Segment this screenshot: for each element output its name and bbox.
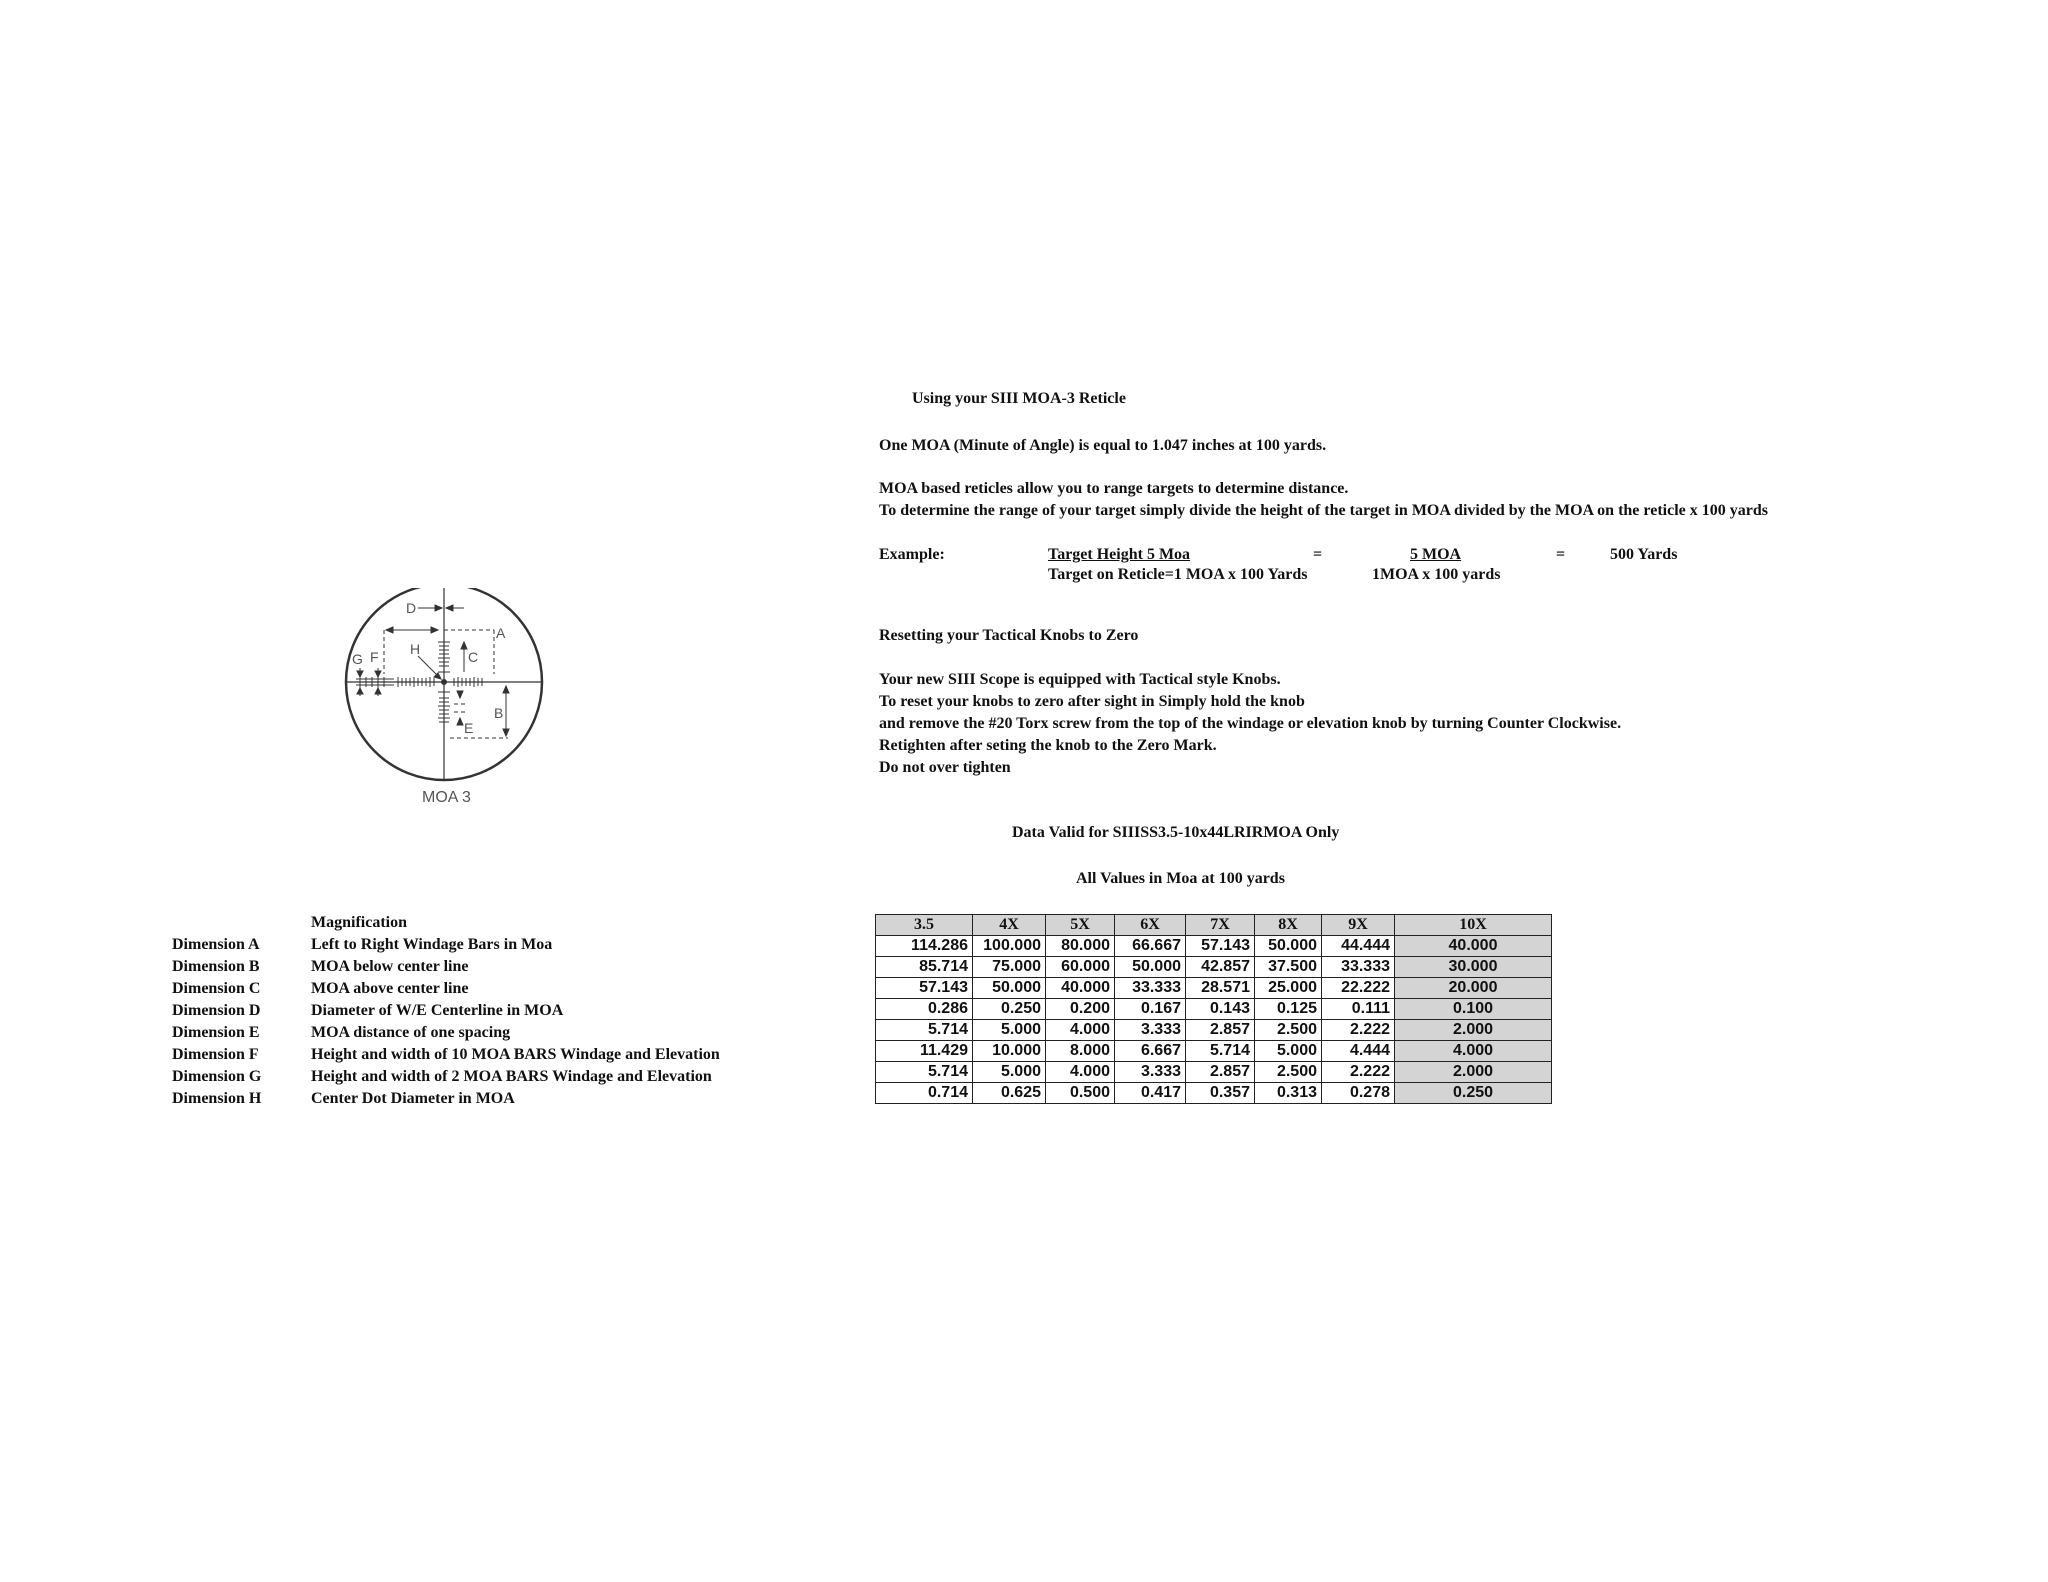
table-row — [876, 1041, 1552, 1062]
table-cell: 37.500 — [1255, 957, 1322, 978]
column-header: 4X — [973, 915, 1046, 936]
example-numerator-2: 5 MOA — [1410, 546, 1462, 563]
dimension-name: Dimension E — [172, 1024, 260, 1041]
table-cell: 50.000 — [1115, 957, 1186, 978]
table-row — [876, 936, 1552, 957]
dimension-name: Dimension H — [172, 1090, 262, 1107]
table-cell: 50.000 — [973, 978, 1046, 999]
table-cell: 0.313 — [1255, 1083, 1322, 1104]
example-equals-2: = — [1556, 546, 1566, 563]
table-cell: 0.357 — [1186, 1083, 1255, 1104]
table-cell: 114.286 — [876, 936, 973, 957]
all-values-note: All Values in Moa at 100 yards — [1076, 870, 1285, 887]
table-row — [876, 1062, 1552, 1083]
table-cell: 2.000 — [1395, 1062, 1552, 1083]
reticle-label-h: H — [410, 641, 421, 657]
reticle-label-b: B — [494, 705, 504, 721]
table-cell: 33.333 — [1115, 978, 1186, 999]
table-cell: 5.714 — [876, 1062, 973, 1083]
example-denominator-2: 1MOA x 100 yards — [1372, 566, 1501, 583]
dimension-name: Dimension F — [172, 1046, 259, 1063]
dimension-name: Dimension A — [172, 936, 260, 953]
example-result: 500 Yards — [1610, 546, 1678, 563]
reticle-label-g: G — [352, 651, 363, 667]
dimension-name: Dimension D — [172, 1002, 261, 1019]
table-cell: 80.000 — [1046, 936, 1115, 957]
reticle-diagram — [338, 588, 558, 828]
table-cell: 66.667 — [1115, 936, 1186, 957]
example-equals-1: = — [1313, 546, 1323, 563]
reticle-label-a: A — [496, 625, 506, 641]
table-cell: 0.417 — [1115, 1083, 1186, 1104]
dimension-description: MOA above center line — [311, 980, 469, 997]
magnification-label: Magnification — [311, 914, 407, 931]
table-cell: 2.222 — [1322, 1062, 1395, 1083]
table-cell: 4.000 — [1395, 1041, 1552, 1062]
dimension-description: MOA distance of one spacing — [311, 1024, 511, 1041]
dimension-table — [875, 914, 1552, 1104]
table-cell: 5.714 — [1186, 1041, 1255, 1062]
dimension-description: MOA below center line — [311, 958, 469, 975]
table-cell: 42.857 — [1186, 957, 1255, 978]
reset-line-2: To reset your knobs to zero after sight in Simply hold the knob — [879, 693, 1305, 710]
dimension-description: Height and width of 10 MOA BARS Windage and Elevation — [311, 1046, 720, 1063]
dimension-description: Diameter of W/E Centerline in MOA — [311, 1002, 564, 1019]
table-cell: 22.222 — [1322, 978, 1395, 999]
table-cell: 0.286 — [876, 999, 973, 1020]
reticle-label-f: F — [370, 649, 379, 665]
table-cell: 5.000 — [1255, 1041, 1322, 1062]
ranging-intro-line-2: To determine the range of your target simply divide the height of the target in MOA divided by the MOA on the reticle x 100 yards — [879, 502, 1768, 519]
table-cell: 10.000 — [973, 1041, 1046, 1062]
table-cell: 0.250 — [1395, 1083, 1552, 1104]
table-cell: 75.000 — [973, 957, 1046, 978]
dimension-name: Dimension G — [172, 1068, 262, 1085]
table-row — [876, 1020, 1552, 1041]
table-cell: 0.167 — [1115, 999, 1186, 1020]
data-valid-note: Data Valid for SIIISS3.5-10x44LRIRMOA Only — [1012, 824, 1340, 841]
column-header: 5X — [1046, 915, 1115, 936]
table-cell: 20.000 — [1395, 978, 1552, 999]
reset-line-1: Your new SIII Scope is equipped with Tactical style Knobs. — [879, 671, 1281, 688]
table-cell: 3.333 — [1115, 1062, 1186, 1083]
reticle-label-d: D — [406, 600, 417, 616]
table-row — [876, 957, 1552, 978]
table-cell: 6.667 — [1115, 1041, 1186, 1062]
table-cell: 100.000 — [973, 936, 1046, 957]
table-cell: 0.111 — [1322, 999, 1395, 1020]
table-cell: 0.250 — [973, 999, 1046, 1020]
table-cell: 4.444 — [1322, 1041, 1395, 1062]
reticle-label-e: E — [464, 720, 474, 736]
table-cell: 5.000 — [973, 1062, 1046, 1083]
column-header: 10X — [1395, 915, 1552, 936]
column-header: 7X — [1186, 915, 1255, 936]
example-numerator: Target Height 5 Moa — [1048, 546, 1191, 563]
table-cell: 0.625 — [973, 1083, 1046, 1104]
table-cell: 0.143 — [1186, 999, 1255, 1020]
table-cell: 25.000 — [1255, 978, 1322, 999]
table-cell: 2.000 — [1395, 1020, 1552, 1041]
example-denominator: Target on Reticle=1 MOA x 100 Yards — [1048, 566, 1308, 583]
reticle-caption: MOA 3 — [422, 789, 471, 806]
table-cell: 40.000 — [1395, 936, 1552, 957]
table-cell: 4.000 — [1046, 1062, 1115, 1083]
table-cell: 2.857 — [1186, 1062, 1255, 1083]
table-cell: 0.714 — [876, 1083, 973, 1104]
column-header: 8X — [1255, 915, 1322, 936]
reset-line-3: and remove the #20 Torx screw from the top of the windage or elevation knob by turning Counter Clockwise. — [879, 715, 1622, 732]
table-cell: 5.000 — [973, 1020, 1046, 1041]
table-row — [876, 978, 1552, 999]
table-body — [876, 936, 1552, 1104]
center-dot — [442, 680, 447, 685]
table-cell: 33.333 — [1322, 957, 1395, 978]
table-cell: 60.000 — [1046, 957, 1115, 978]
table-cell: 2.857 — [1186, 1020, 1255, 1041]
ranging-intro-line-1: MOA based reticles allow you to range targets to determine distance. — [879, 480, 1349, 497]
table-cell: 44.444 — [1322, 936, 1395, 957]
table-cell: 57.143 — [876, 978, 973, 999]
table-cell: 30.000 — [1395, 957, 1552, 978]
table-cell: 0.200 — [1046, 999, 1115, 1020]
table-row — [876, 1083, 1552, 1104]
dimension-description: Center Dot Diameter in MOA — [311, 1090, 515, 1107]
table-cell: 0.125 — [1255, 999, 1322, 1020]
table-cell: 40.000 — [1046, 978, 1115, 999]
example-label: Example: — [879, 546, 945, 563]
moa-definition: One MOA (Minute of Angle) is equal to 1.047 inches at 100 yards. — [879, 437, 1327, 454]
table-row — [876, 999, 1552, 1020]
dimension-name: Dimension C — [172, 980, 261, 997]
reset-title: Resetting your Tactical Knobs to Zero — [879, 627, 1139, 644]
table-header-row — [876, 915, 1552, 936]
page-title: Using your SIII MOA-3 Reticle — [912, 390, 1126, 407]
column-header: 6X — [1115, 915, 1186, 936]
table-cell: 57.143 — [1186, 936, 1255, 957]
table-cell: 28.571 — [1186, 978, 1255, 999]
dimension-description: Height and width of 2 MOA BARS Windage and Elevation — [311, 1068, 712, 1085]
table-cell: 0.278 — [1322, 1083, 1395, 1104]
table-cell: 2.500 — [1255, 1062, 1322, 1083]
reticle-label-c: C — [468, 649, 479, 665]
table-cell: 2.500 — [1255, 1020, 1322, 1041]
table-cell: 4.000 — [1046, 1020, 1115, 1041]
table-cell: 8.000 — [1046, 1041, 1115, 1062]
reset-line-4: Retighten after seting the knob to the Zero Mark. — [879, 737, 1217, 754]
table-cell: 2.222 — [1322, 1020, 1395, 1041]
dimension-name: Dimension B — [172, 958, 260, 975]
table-cell: 3.333 — [1115, 1020, 1186, 1041]
table-cell: 5.714 — [876, 1020, 973, 1041]
table-cell: 11.429 — [876, 1041, 973, 1062]
dimension-description: Left to Right Windage Bars in Moa — [311, 936, 553, 953]
table-cell: 0.500 — [1046, 1083, 1115, 1104]
table-cell: 0.100 — [1395, 999, 1552, 1020]
reset-line-5: Do not over tighten — [879, 759, 1011, 776]
column-header: 9X — [1322, 915, 1395, 936]
column-header: 3.5 — [876, 915, 973, 936]
table-cell: 50.000 — [1255, 936, 1322, 957]
table-cell: 85.714 — [876, 957, 973, 978]
